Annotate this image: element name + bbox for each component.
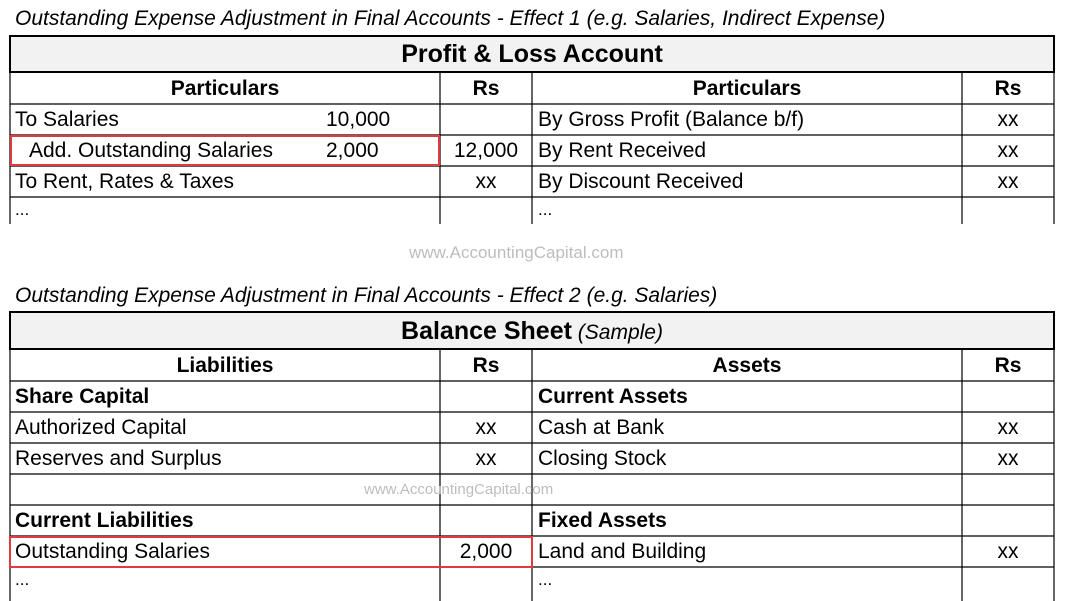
pl-row-left-rs: xx [475,170,497,193]
bs-row-asset: Land and Building [538,540,707,563]
watermark-text-small: www.AccountingCapital.com [364,481,554,498]
bs-row-asset: Closing Stock [538,447,667,470]
watermark-text: www.AccountingCapital.com [409,243,624,262]
pl-header-particulars-right: Particulars [692,77,802,100]
bs-row-liability-rs: xx [475,447,497,470]
bs-title: Balance Sheet [401,317,572,345]
pl-row-left-rs: 12,000 [453,139,519,162]
pl-row-left-particular: Add. Outstanding Salaries [29,139,273,162]
bs-row-left-ellipsis: ... [15,570,30,589]
bs-row-liability-rs: 2,000 [459,540,513,563]
pl-outstanding-highlight [10,135,440,166]
bs-row-liability: Outstanding Salaries [15,540,210,563]
bs-title-note: (Sample) [577,321,663,344]
bs-row-asset: Cash at Bank [538,416,665,439]
pl-row-left-ellipsis: ... [15,200,30,219]
pl-row-right-particular: By Discount Received [538,170,744,193]
bs-row-right-ellipsis: ... [538,570,553,589]
pl-row-right-particular: By Rent Received [538,139,707,162]
bs-outstanding-highlight [9,536,533,568]
bs-caption: Outstanding Expense Adjustment in Final Accounts - Effect 2 (e.g. Salaries) [15,284,718,307]
pl-caption: Outstanding Expense Adjustment in Final Accounts - Effect 1 (e.g. Salaries, Indirect Expense) [15,7,886,30]
pl-row-left-particular: To Salaries [15,108,119,131]
bs-header-rs-right: Rs [994,354,1022,377]
bs-row-liability: Reserves and Surplus [15,447,222,470]
bs-row-liability: Share Capital [15,385,150,408]
pl-title: Profit & Loss Account [401,40,663,68]
pl-row-left-subamount: 2,000 [326,139,379,162]
pl-header-rs-left: Rs [472,77,500,100]
pl-row-right-rs: xx [997,108,1019,131]
bs-row-asset: Current Assets [538,385,688,408]
pl-row-left-subamount: 10,000 [326,108,391,131]
pl-row-right-ellipsis: ... [538,200,553,219]
bs-row-asset-rs: xx [997,447,1019,470]
pl-row-right-rs: xx [997,139,1019,162]
pl-row-right-rs: xx [997,170,1019,193]
pl-row-right-particular: By Gross Profit (Balance b/f) [538,108,805,131]
bs-row-asset-rs: xx [997,416,1019,439]
bs-title-wrap [10,315,1054,349]
bs-row-asset: Fixed Assets [538,509,667,532]
bs-row-liability: Current Liabilities [15,509,194,532]
bs-header-liabilities: Liabilities [176,354,274,377]
pl-header-rs-right: Rs [994,77,1022,100]
bs-row-liability-rs: xx [475,416,497,439]
pl-row-left-particular: To Rent, Rates & Taxes [15,170,235,193]
pl-header-particulars-left: Particulars [170,77,280,100]
bs-header-assets: Assets [712,354,782,377]
bs-header-rs-left: Rs [472,354,500,377]
bs-row-asset-rs: xx [997,540,1019,563]
bs-row-liability: Authorized Capital [15,416,187,439]
